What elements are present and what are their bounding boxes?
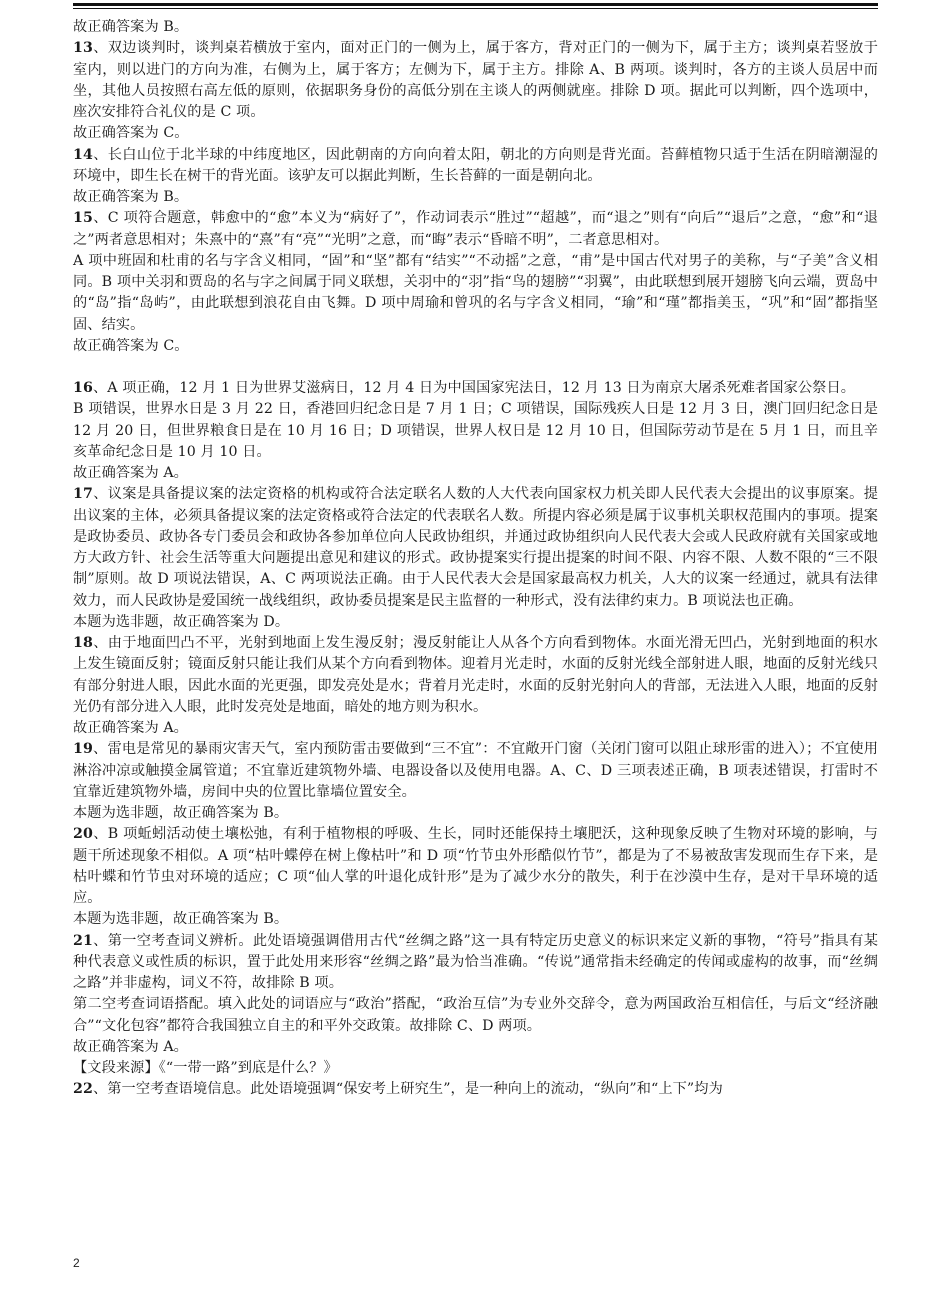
answer-line: 故正确答案为 C。: [73, 125, 189, 142]
explanation-text: 、长白山位于北半球的中纬度地区，因此朝南的方向向着太阳，朝北的方向则是背光面。苔藓植物只适于生活在阴暗潮湿的环境中，即生长在树干的背光面。该驴友可以据此判断，生长苔藓的一面是朝向北。: [73, 146, 878, 184]
question-number: 14: [73, 146, 93, 163]
answer-line: 故正确答案为 A。: [73, 1038, 188, 1055]
question-13-explanation: [73, 38, 878, 123]
explanation-paragraph: B 项错误，世界水日是 3 月 22 日，香港回归纪念日是 7 月 1 日；C 项错误，国际残疾人日是 12 月 3 日，澳门回归纪念日是 12 月 20 日，但世界粮食日是在 10 月 16 日；D 项错误，世界人权日是 12 月 10 日，但国际劳动节是在 5 月 1 日，而且辛亥革命纪念日是 10 月 10 日。: [73, 401, 878, 460]
explanation-text: 、第一空考查词义辨析。此处语境强调借用古代“丝绸之路”这一具有特定历史意义的标识来定义新的事物，“符号”指具有某种代表意义或性质的标识，置于此处用来形容“丝绸之路”最为恰当准确。“传说”通常指未经确定的传闻或虚构的故事，而“丝绸之路”并非虚构，词义不符，故排除 B 项。: [73, 932, 878, 991]
question-14-explanation: [73, 145, 878, 188]
question-18-explanation: [73, 633, 878, 718]
question-16-explanation: [73, 378, 878, 399]
question-number: 13: [73, 40, 93, 57]
explanation-paragraph: A 项中班固和杜甫的名与字含义相同，“固”和“坚”都有“结实”“不动摇”之意，“甫”是中国古代对男子的美称，与“子美”含义相同。B 项中关羽和贾岛的名与字之间属于同义联想，关羽中的“羽”指“鸟的翅膀”“羽翼”，由此联想到展开翅膀飞向云端，贾岛中的“岛”指“岛屿”，由此联想到浪花自由飞舞。D 项中周瑜和曾巩的名与字含义相同，“瑜”和“瑾”都指美玉，“巩”和“固”都指坚固、结实。: [73, 252, 878, 333]
explanation-text: 、雷电是常见的暴雨灾害天气，室内预防雷击要做到“三不宜”：不宜敞开门窗（关闭门窗可以阻止球形雷的进入）；不宜使用淋浴冲凉或触摸金属管道；不宜靠近建筑物外墙、电器设备以及使用电器。A、C、D 三项表述正确，B 项表述错误，打雷时不宜靠近建筑物外墙，房间中央的位置比靠墙位置安全。: [73, 741, 878, 800]
question-22-explanation: [73, 1079, 878, 1100]
source-line: 【文段来源】《“一带一路”到底是什么？》: [73, 1060, 338, 1076]
header-rule-thin: [73, 8, 878, 9]
blank-gap: [73, 357, 878, 378]
explanation-text: 、第一空考查语境信息。此处语境强调“保安考上研究生”，是一种向上的流动，“纵向”和“上下”均为: [92, 1081, 723, 1098]
question-number: 17: [73, 486, 93, 503]
header-rule-thick: [73, 3, 878, 6]
question-15-explanation: [73, 208, 878, 251]
explanation-text: 、C 项符合题意，韩愈中的“愈”本义为“病好了”，作动词表示“胜过”“超越”，而“退之”则有“向后”“退后”之意，“愈”和“退之”两者意思相对；朱熹中的“熹”有“亮”“光明”之意，而“晦”表示“昏暗不明”，二者意思相对。: [73, 210, 878, 248]
question-number: 20: [73, 826, 93, 843]
explanation-paragraph: 第二空考查词语搭配。填入此处的词语应与“政治”搭配，“政治互信”为专业外交辞令，意为两国政治互相信任，与后文“经济融合”“文化包容”都符合我国独立自主的和平外交政策。故排除 C、D 两项。: [73, 996, 878, 1034]
question-number: 21: [73, 932, 93, 949]
page-number: 2: [73, 1256, 80, 1270]
explanation-text: 、议案是具备提议案的法定资格的机构或符合法定联名人数的人大代表向国家权力机关即人民代表大会提出的议事原案。提出议案的主体，必须具备提议案的法定资格或符合法定的代表联名人数。所提内容必须是属于议事机关职权范围内的事项。提案是政协委员、政协各专门委员会和政协各参加单位向人民政协组织，并通过政协组织向人民代表大会或人民政府就有关国家或地方大政方针、社会生活等重大问题提出意见和建议的形式。政协提案实行提出提案的时间不限、内容不限、人数不限的“三不限制”原则。故 D 项说法错误，A、C 两项说法正确。由于人民代表大会是国家最高权力机关，人大的议案一经通过，就具有法律效力，而人民政协是爱国统一战线组织，政协委员提案是民主监督的一种形式，没有法律约束力。B 项说法也正确。: [73, 486, 878, 609]
answer-line: 故正确答案为 B。: [73, 189, 189, 205]
explanation-text: 、A 项正确，12 月 1 日为世界艾滋病日，12 月 4 日为中国国家宪法日，12 月 13 日为南京大屠杀死难者国家公祭日。: [92, 380, 856, 396]
question-17-explanation: [73, 484, 878, 612]
explanation-text: 、B 项蚯蚓活动使土壤松弛，有利于植物根的呼吸、生长，同时还能保持土壤肥沃，这种现象反映了生物对环境的影响，与题干所述现象不相似。A 项“枯叶蝶停在树上像枯叶”和 D 项“竹节虫外形酷似竹节”，都是为了不易被敌害发现而生存下来，是枯叶蝶和竹节虫对环境的适应；C 项“仙人掌的叶退化成针形”是为了减少水分的散失，利于在沙漠中生存，是对干旱环境的适应。: [73, 826, 878, 906]
answer-line: 故正确答案为 C。: [73, 337, 189, 354]
question-number: 19: [73, 741, 93, 758]
answer-line: 故正确答案为 A。: [73, 720, 188, 736]
question-19-explanation: [73, 739, 878, 803]
answer-line: 故正确答案为 A。: [73, 465, 188, 481]
explanation-text: 、由于地面凹凸不平，光射到地面上发生漫反射；漫反射能让人从各个方向看到物体。水面光滑无凹凸，光射到地面的积水上发生镜面反射；镜面反射只能让我们从某个方向看到物体。迎着月光走时，水面的反射光线全部射进人眼，地面的反射光线只有部分射进人眼，因此水面的光更强，即发亮处是水；背着月光走时，水面的反射光射向人的背部，无法进入人眼，地面的反射光仍有部分进入人眼，此时发亮处是地面，暗处的地方则为积水。: [73, 635, 878, 715]
explanation-text: 、双边谈判时，谈判桌若横放于室内，面对正门的一侧为上，属于客方，背对正门的一侧为下，属于主方；谈判桌若竖放于室内，则以进门的方向为准，右侧为上，属于客方；左侧为下，属于主方。排除 A、B 两项。谈判时，各方的主谈人员居中而坐，其他人员按照右高左低的原则，依据职务身份的高低分别在主谈人的两侧就座。排除 D 项。据此可以判断，四个选项中，座次安排符合礼仪的是 C 项。: [73, 40, 878, 120]
question-number: 18: [73, 635, 93, 651]
answer-line: 本题为选非题，故正确答案为 B。: [73, 805, 289, 821]
question-21-explanation: [73, 931, 878, 995]
answer-text-body: [73, 17, 878, 1101]
answer-line: 故正确答案为 B。: [73, 19, 189, 35]
question-number: 22: [73, 1081, 93, 1098]
question-20-explanation: [73, 824, 878, 909]
question-number: 15: [73, 210, 93, 227]
answer-line: 本题为选非题，故正确答案为 D。: [73, 613, 290, 630]
answer-line: 本题为选非题，故正确答案为 B。: [73, 911, 289, 928]
question-number: 16: [73, 380, 93, 396]
